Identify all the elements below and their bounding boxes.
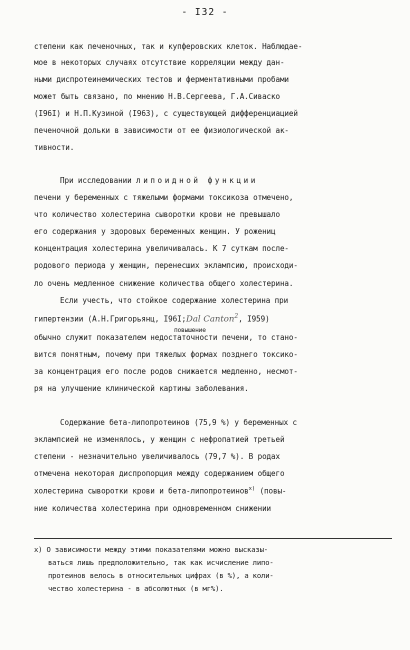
text-line: его содержания у здоровых беременных женщин. У рожениц [34, 227, 276, 236]
text-line: печеночной дольки в зависимости от ее физиологической ак- [34, 126, 289, 135]
text-line: ря на улучшение клинической картины заболевания. [34, 384, 249, 393]
page-number: - I32 - [181, 7, 229, 18]
text-run: холестерина сыворотки крови и бета-липопротеинов [34, 486, 249, 496]
handwritten-annotation: Dal Canton [186, 314, 235, 325]
text-line: за концентрация его после родов снижается медленно, несмот- [34, 367, 298, 376]
text-line: ние количества холестерина при одновременном снижении [34, 504, 272, 513]
text-line: концентрация холестерина увеличивалась. К 7 суткам после- [34, 244, 289, 253]
text-run: (повы- [255, 486, 287, 496]
footnote-divider [34, 538, 392, 539]
spaced-text-run: липоидной функции [136, 176, 258, 185]
footnote-line: чество холестерина - в абсолютных (в мг%). [48, 584, 224, 593]
text-line [34, 313, 270, 325]
text-line: (I96I) и Н.П.Кузиной (I963), с существующей дифференциацией [34, 109, 298, 118]
text-line: обычно служит показателем недостаточности печени, то стано- [34, 333, 298, 342]
text-line: ными диспротеинемических тестов и ферментативными пробами [34, 75, 289, 84]
text-line: родового периода у женщин, перенесших эклампсию, происходи- [34, 261, 298, 270]
footnote-line: протеинов велось в относительных цифрах (в %), а коли- [48, 571, 274, 580]
footnote-mark: x) [248, 486, 256, 492]
inserted-correction: повышение [174, 327, 206, 334]
text-line: мое в некоторых случаях отсутствие корреляции между дан- [34, 58, 285, 67]
text-line: что количество холестерина сыворотки крови не превышало [34, 210, 280, 219]
text-line: может быть связано, по мнению Н.В.Сергеева, Г.А.Сиваско [34, 92, 280, 101]
text-line: Содержание бета-липопротеинов (75,9 %) у беременных с [60, 418, 298, 427]
footnote-line: x) О зависимости между этими показателями можно высказы- [34, 545, 268, 554]
text-line: отмечена некоторая диспропорция между содержанием общего [34, 469, 285, 478]
text-line [60, 176, 258, 185]
text-line: вится понятным, почему при тяжелых формах позднего токсико- [34, 350, 298, 359]
text-run: При исследовании [60, 176, 132, 185]
footnote-line: ваться лишь предположительно, так как исчисление липо- [48, 558, 274, 567]
handwritten-superscript: 2 [234, 313, 239, 320]
text-line: тивности. [34, 143, 75, 152]
text-run: , I959) [238, 314, 270, 324]
text-run: гипертензии (А.Н.Григорьянц, I96I; [34, 314, 187, 324]
text-line: степени как печеночных, так и купферовских клеток. Наблюдае- [34, 42, 303, 51]
text-line: Если учесть, что стойкое содержание холестерина при [60, 296, 289, 305]
text-line [34, 486, 286, 496]
text-line: печени у беременных с тяжелыми формами токсикоза отмечено, [34, 193, 294, 202]
text-line: эклампсией не изменялось, у женщин с нефропатией третьей [34, 435, 285, 444]
text-line: степени - незначительно увеличивалось (79,7 %). В родах [34, 452, 280, 461]
text-line: ло очень медленное снижение количества общего холестерина. [34, 279, 294, 288]
